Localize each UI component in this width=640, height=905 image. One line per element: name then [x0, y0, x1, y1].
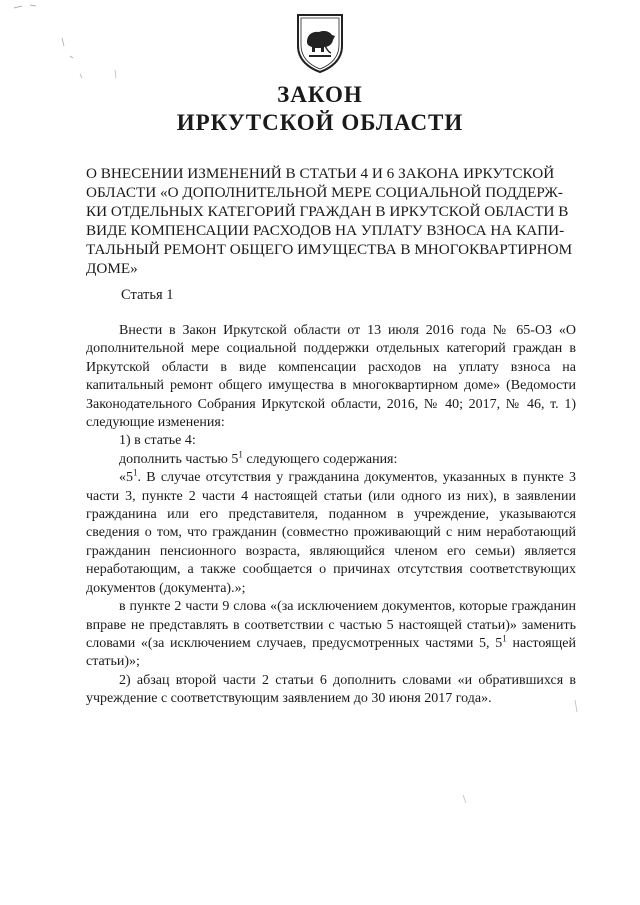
- heading-line: ТАЛЬНЫЙ РЕМОНТ ОБЩЕГО ИМУЩЕСТВА В МНОГОКВАРТИРНОМ: [86, 241, 573, 258]
- paragraph-add-part: [86, 451, 576, 469]
- article-body: [86, 322, 576, 709]
- heading-line: ОБЛАСТИ «О ДОПОЛНИТЕЛЬНОЙ МЕРЕ СОЦИАЛЬНОЙ ПОДДЕРЖ-: [86, 184, 563, 201]
- text-fragment: в пункте 2 части 9 слова «(за исключением документов, которые гражданин вправе не представлять в соответствии с частью 5 настоящей статьи)» заменить словами «(за исключением случаев, предусмотренных частями 5, 5: [86, 599, 576, 651]
- paragraph-part-5-1: [86, 469, 576, 598]
- coat-of-arms-icon: [295, 12, 345, 74]
- text-fragment: настоящей статьи)»;: [86, 635, 576, 670]
- superscript: 1: [502, 633, 507, 644]
- text-fragment: . В случае отсутствия у гражданина документов, указанных в пункте 3 части 3, пункте 2 части 4 настоящей статьи (или одного из них), в заявлении гражданина или его представителя, поданном в учреждение, указываются сведения о том, что гражданин (совместно проживающий с ним неработающий гражданин пенсионного возраста, являющийся членом его семьи) является неработающим, а также сообщается о причинах отсутствия соответствующих документов (документа).»;: [86, 470, 576, 596]
- heading-line: О ВНЕСЕНИИ ИЗМЕНЕНИЙ В СТАТЬИ 4 И 6 ЗАКОНА ИРКУТСКОЙ: [86, 165, 555, 182]
- law-title: ЗАКОН: [277, 82, 363, 107]
- paragraph-part-9: [86, 598, 576, 672]
- heading-line: ДОМЕ»: [86, 260, 138, 277]
- law-subtitle: ИРКУТСКОЙ ОБЛАСТИ: [176, 110, 464, 135]
- text-fragment: «5: [119, 470, 133, 486]
- paragraph-intro: Внести в Закон Иркутской области от 13 июля 2016 года № 65-ОЗ «О дополнительной мере социальной поддержки отдельных категорий граждан в Иркутской области в виде компенсации расходов на уплату взноса на капитальный ремонт общего имущества в многоквартирном доме» (Ведомости Законодательного Собрания Иркутской области, 2016, № 40; 2017, № 46, т. 1) следующие изменения:: [86, 323, 576, 431]
- heading-line: ВИДЕ КОМПЕНСАЦИИ РАСХОДОВ НА УПЛАТУ ВЗНОСА НА КАПИ-: [86, 222, 565, 239]
- law-heading: [86, 164, 576, 278]
- superscript: 1: [133, 467, 138, 478]
- paragraph-item-1: 1) в статье 4:: [119, 433, 196, 449]
- article-label: Статья 1: [121, 287, 174, 303]
- paragraph-item-2: 2) абзац второй части 2 статьи 6 дополнить словами «и обратившихся в учреждение с соответствующим заявлением до 30 июня 2017 года».: [86, 672, 576, 707]
- text-fragment: дополнить частью 5: [119, 451, 239, 467]
- text-fragment: следующего содержания:: [242, 451, 398, 467]
- heading-line: КИ ОТДЕЛЬНЫХ КАТЕГОРИЙ ГРАЖДАН В ИРКУТСКОЙ ОБЛАСТИ В: [86, 203, 569, 220]
- superscript: 1: [238, 449, 243, 460]
